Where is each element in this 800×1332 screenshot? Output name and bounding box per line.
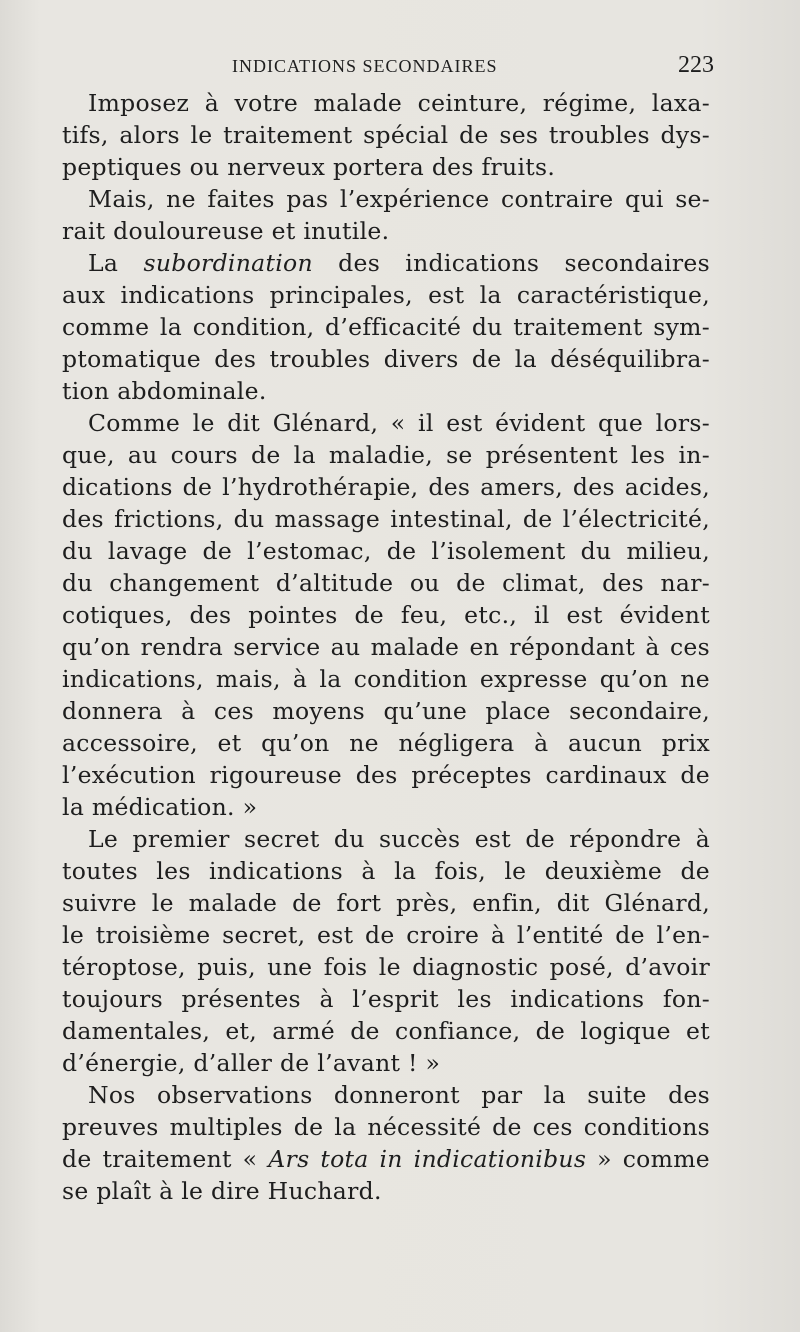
text-line: du changement d’altitude ou de climat, des nar- <box>62 569 710 597</box>
text-word: des indications secondaires <box>338 249 710 277</box>
text-line: dications de l’hydrothérapie, des amers, des acides, <box>62 473 710 501</box>
page-header <box>0 52 800 82</box>
text-word: La <box>88 249 119 277</box>
text-line: accessoire, et qu’on ne négligera à aucun prix <box>62 729 710 757</box>
text-line: le troisième secret, est de croire à l’entité de l’en- <box>62 921 710 949</box>
text-line <box>62 247 710 279</box>
page-number: 223 <box>678 52 714 78</box>
text-line <box>62 1143 710 1175</box>
text-line: se plaît à le dire Huchard. <box>62 1177 382 1205</box>
text-line: téroptose, puis, une fois le diagnostic posé, d’avoir <box>62 953 710 981</box>
text-line: Imposez à votre malade ceinture, régime, laxa- <box>88 89 710 117</box>
text-line: des frictions, du massage intestinal, de l’électricité, <box>62 505 710 533</box>
text-line: preuves multiples de la nécessité de ces conditions <box>62 1113 710 1141</box>
text-line: Mais, ne faites pas l’expérience contraire qui se- <box>88 185 710 213</box>
text-line: ptomatique des troubles divers de la déséquilibra- <box>62 345 710 373</box>
text-line: damentales, et, armé de confiance, de logique et <box>62 1017 710 1045</box>
text-line: comme la condition, d’efficacité du traitement sym- <box>62 313 710 341</box>
text-line: du lavage de l’estomac, de l’isolement du milieu, <box>62 537 710 565</box>
running-title: INDICATIONS SECONDAIRES <box>232 56 498 76</box>
text-line: que, au cours de la maladie, se présentent les in- <box>62 441 710 469</box>
text-line: tifs, alors le traitement spécial de ses troubles dys- <box>62 121 710 149</box>
text-line: tion abdominale. <box>62 377 267 405</box>
latin-quote: Ars tota in indicationibus <box>268 1145 587 1173</box>
text-line: suivre le malade de fort près, enfin, dit Glénard, <box>62 889 710 917</box>
text-line: rait douloureuse et inutile. <box>62 217 390 245</box>
text-line: Nos observations donneront par la suite des <box>88 1081 710 1109</box>
text-line: Le premier secret du succès est de répondre à <box>88 825 710 853</box>
text-line: d’énergie, d’aller de l’avant ! » <box>62 1049 441 1077</box>
text-word: de traitement « <box>62 1145 258 1173</box>
text-line: peptiques ou nerveux portera des fruits. <box>62 153 556 181</box>
body-text <box>62 87 710 1207</box>
text-line: cotiques, des pointes de feu, etc., il est évident <box>62 601 710 629</box>
text-line: toujours présentes à l’esprit les indications fon- <box>62 985 710 1013</box>
text-line: Comme le dit Glénard, « il est évident que lors- <box>88 409 710 437</box>
text-line: aux indications principales, est la caractéristique, <box>62 281 710 309</box>
text-line: toutes les indications à la fois, le deuxième de <box>62 857 710 885</box>
text-word: » comme <box>597 1145 710 1173</box>
text-line: la médication. » <box>62 793 258 821</box>
italic-term: subordination <box>143 249 313 277</box>
text-line: l’exécution rigoureuse des préceptes cardinaux de <box>62 761 710 789</box>
text-line: donnera à ces moyens qu’une place secondaire, <box>62 697 710 725</box>
text-line: qu’on rendra service au malade en répondant à ces <box>62 633 710 661</box>
text-line: indications, mais, à la condition expresse qu’on ne <box>62 665 710 693</box>
